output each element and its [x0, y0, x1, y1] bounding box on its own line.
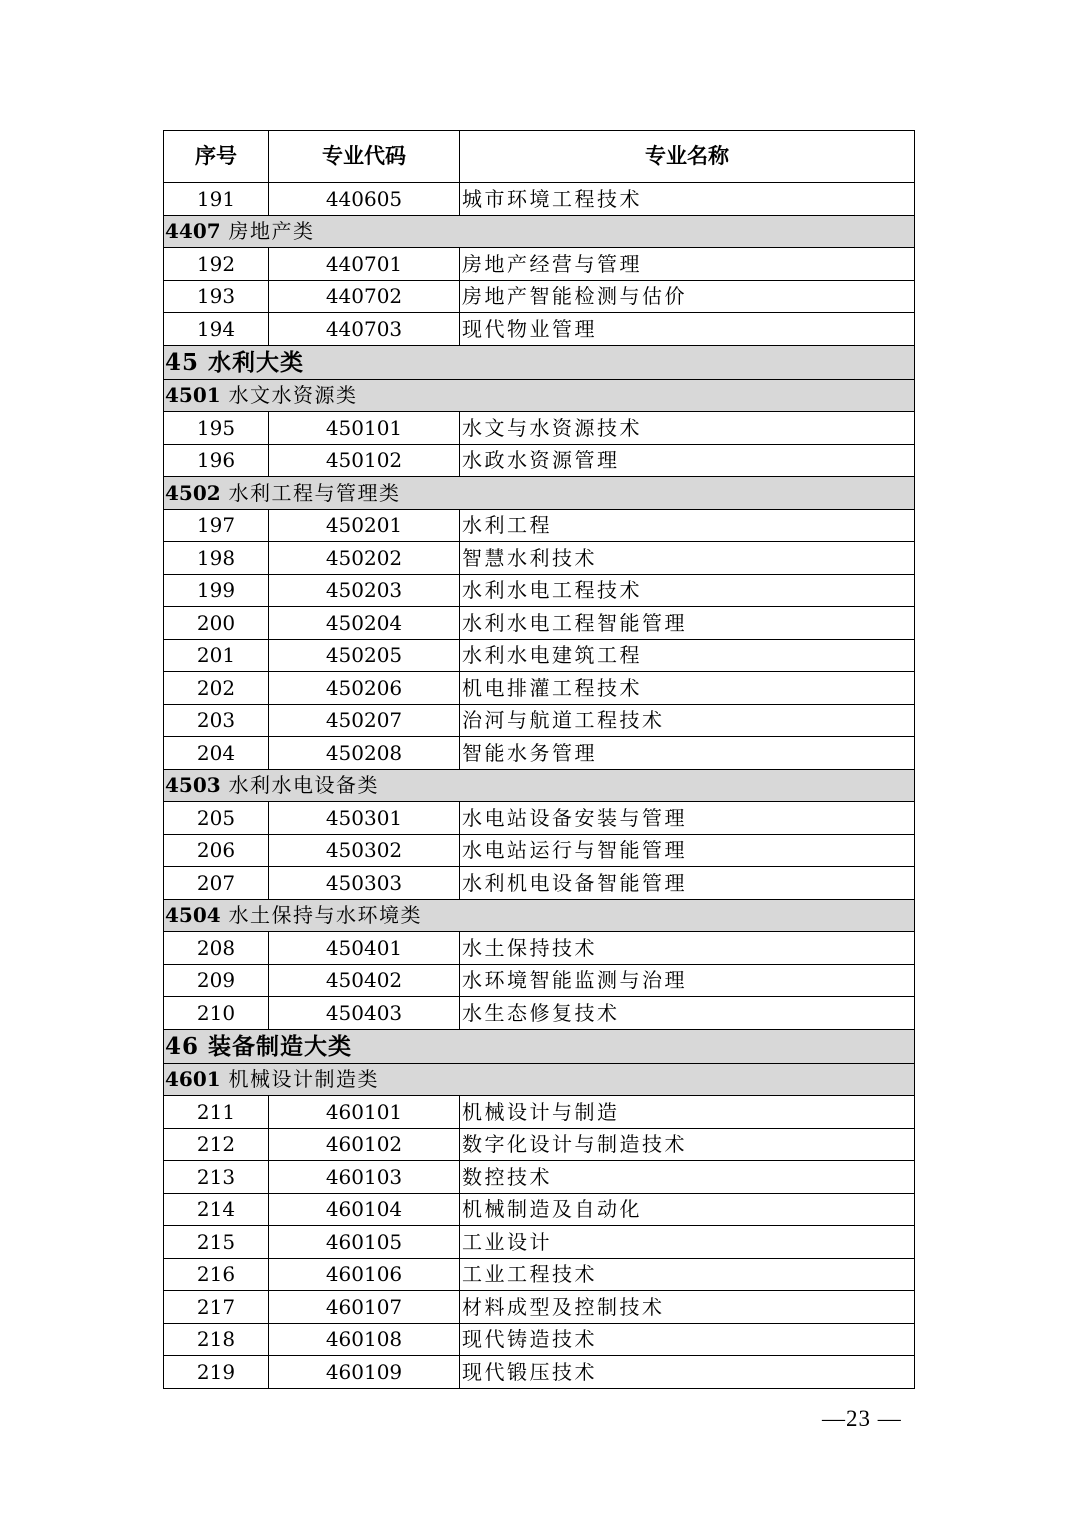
name-cell: 水环境智能监测与治理: [460, 964, 915, 997]
name-cell: 现代物业管理: [460, 313, 915, 346]
table-row: [164, 1193, 915, 1226]
seq-cell: 206: [164, 834, 269, 867]
name-cell: 水利水电工程智能管理: [460, 607, 915, 640]
code-cell: 450401: [269, 932, 460, 965]
code-cell: 450205: [269, 639, 460, 672]
category-code: 4502: [165, 480, 221, 505]
table-row: [164, 639, 915, 672]
name-cell: 材料成型及控制技术: [460, 1291, 915, 1324]
seq-cell: 198: [164, 542, 269, 575]
major-category-row: [164, 345, 915, 379]
table-row: [164, 542, 915, 575]
seq-cell: 192: [164, 248, 269, 281]
table-row: [164, 964, 915, 997]
name-cell: 水政水资源管理: [460, 444, 915, 477]
category-name: 水利水电设备类: [228, 773, 380, 798]
table-body: [164, 183, 915, 1389]
name-cell: 工业设计: [460, 1226, 915, 1259]
seq-cell: 194: [164, 313, 269, 346]
category-name: 房地产类: [228, 219, 315, 244]
table-row: [164, 1291, 915, 1324]
code-cell: 460105: [269, 1226, 460, 1259]
table-row: [164, 412, 915, 445]
code-cell: 450208: [269, 737, 460, 770]
seq-cell: 201: [164, 639, 269, 672]
name-cell: 水利工程: [460, 509, 915, 542]
category-row: [164, 899, 915, 932]
category-cell: [164, 769, 915, 802]
name-cell: 水电站设备安装与管理: [460, 802, 915, 835]
code-cell: 450203: [269, 574, 460, 607]
code-cell: 460109: [269, 1356, 460, 1389]
seq-cell: 218: [164, 1323, 269, 1356]
code-cell: 460103: [269, 1161, 460, 1194]
category-code: 4504: [165, 903, 221, 928]
seq-cell: 199: [164, 574, 269, 607]
name-cell: 现代铸造技术: [460, 1323, 915, 1356]
name-cell: 水生态修复技术: [460, 997, 915, 1030]
table-row: [164, 1356, 915, 1389]
name-cell: 治河与航道工程技术: [460, 704, 915, 737]
table-row: [164, 280, 915, 313]
code-cell: 450206: [269, 672, 460, 705]
category-cell: [164, 215, 915, 248]
seq-cell: 210: [164, 997, 269, 1030]
seq-cell: 212: [164, 1128, 269, 1161]
code-cell: 460104: [269, 1193, 460, 1226]
category-cell: [164, 1063, 915, 1096]
seq-cell: 219: [164, 1356, 269, 1389]
code-cell: 450303: [269, 867, 460, 900]
category-row: [164, 379, 915, 412]
name-cell: 水文与水资源技术: [460, 412, 915, 445]
table-row: [164, 1323, 915, 1356]
name-cell: 机械设计与制造: [460, 1096, 915, 1129]
name-cell: 数字化设计与制造技术: [460, 1128, 915, 1161]
code-cell: 460106: [269, 1258, 460, 1291]
table-row: [164, 1128, 915, 1161]
header-name: 专业名称: [460, 131, 915, 183]
seq-cell: 209: [164, 964, 269, 997]
code-cell: 450201: [269, 509, 460, 542]
name-cell: 水电站运行与智能管理: [460, 834, 915, 867]
page-number: —23 —: [822, 1406, 902, 1431]
seq-cell: 215: [164, 1226, 269, 1259]
category-code: 4503: [165, 773, 221, 798]
code-cell: 440703: [269, 313, 460, 346]
seq-cell: 205: [164, 802, 269, 835]
seq-cell: 200: [164, 607, 269, 640]
category-cell: [164, 899, 915, 932]
category-code: 4501: [165, 383, 221, 408]
category-code: 4601: [165, 1067, 221, 1092]
code-cell: 450101: [269, 412, 460, 445]
name-cell: 房地产经营与管理: [460, 248, 915, 281]
name-cell: 智能水务管理: [460, 737, 915, 770]
seq-cell: 213: [164, 1161, 269, 1194]
category-cell: [164, 379, 915, 412]
name-cell: 城市环境工程技术: [460, 183, 915, 216]
major-category-row: [164, 1029, 915, 1063]
code-cell: 450403: [269, 997, 460, 1030]
code-cell: 440701: [269, 248, 460, 281]
category-name: 水利工程与管理类: [228, 480, 401, 505]
name-cell: 水利水电工程技术: [460, 574, 915, 607]
header-code: 专业代码: [269, 131, 460, 183]
seq-cell: 193: [164, 280, 269, 313]
code-cell: 450102: [269, 444, 460, 477]
name-cell: 现代锻压技术: [460, 1356, 915, 1389]
code-cell: 450302: [269, 834, 460, 867]
table-row: [164, 574, 915, 607]
seq-cell: 203: [164, 704, 269, 737]
code-cell: 450402: [269, 964, 460, 997]
table-row: [164, 1226, 915, 1259]
name-cell: 机械制造及自动化: [460, 1193, 915, 1226]
code-cell: 460102: [269, 1128, 460, 1161]
table-row: [164, 737, 915, 770]
table-row: [164, 834, 915, 867]
table-row: [164, 802, 915, 835]
table-row: [164, 183, 915, 216]
code-cell: 450207: [269, 704, 460, 737]
seq-cell: 211: [164, 1096, 269, 1129]
code-cell: 460108: [269, 1323, 460, 1356]
header-row: [164, 131, 915, 183]
seq-cell: 216: [164, 1258, 269, 1291]
table-row: [164, 1258, 915, 1291]
name-cell: 水利水电建筑工程: [460, 639, 915, 672]
category-name: 机械设计制造类: [228, 1067, 380, 1092]
category-row: [164, 215, 915, 248]
major-catalog-table: [163, 130, 915, 1389]
table-header: [164, 131, 915, 183]
name-cell: 数控技术: [460, 1161, 915, 1194]
table-row: [164, 313, 915, 346]
table-row: [164, 444, 915, 477]
seq-cell: 202: [164, 672, 269, 705]
code-cell: 460101: [269, 1096, 460, 1129]
code-cell: 440605: [269, 183, 460, 216]
table-row: [164, 867, 915, 900]
table-row: [164, 1161, 915, 1194]
table-row: [164, 672, 915, 705]
name-cell: 房地产智能检测与估价: [460, 280, 915, 313]
seq-cell: 195: [164, 412, 269, 445]
table-row: [164, 997, 915, 1030]
major-category-cell: 46 装备制造大类: [164, 1029, 915, 1063]
code-cell: 450301: [269, 802, 460, 835]
seq-cell: 214: [164, 1193, 269, 1226]
major-category-cell: 45 水利大类: [164, 345, 915, 379]
code-cell: 460107: [269, 1291, 460, 1324]
seq-cell: 207: [164, 867, 269, 900]
seq-cell: 191: [164, 183, 269, 216]
header-seq: 序号: [164, 131, 269, 183]
table-row: [164, 704, 915, 737]
category-name: 水土保持与水环境类: [228, 903, 423, 928]
table-row: [164, 509, 915, 542]
table-row: [164, 607, 915, 640]
category-name: 水文水资源类: [228, 383, 358, 408]
seq-cell: 204: [164, 737, 269, 770]
category-row: [164, 1063, 915, 1096]
category-cell: [164, 477, 915, 510]
seq-cell: 217: [164, 1291, 269, 1324]
table-row: [164, 248, 915, 281]
name-cell: 智慧水利技术: [460, 542, 915, 575]
code-cell: 450202: [269, 542, 460, 575]
code-cell: 450204: [269, 607, 460, 640]
name-cell: 水土保持技术: [460, 932, 915, 965]
name-cell: 水利机电设备智能管理: [460, 867, 915, 900]
category-row: [164, 769, 915, 802]
category-code: 4407: [165, 219, 221, 244]
seq-cell: 208: [164, 932, 269, 965]
table-row: [164, 932, 915, 965]
name-cell: 工业工程技术: [460, 1258, 915, 1291]
seq-cell: 197: [164, 509, 269, 542]
table-row: [164, 1096, 915, 1129]
name-cell: 机电排灌工程技术: [460, 672, 915, 705]
code-cell: 440702: [269, 280, 460, 313]
category-row: [164, 477, 915, 510]
seq-cell: 196: [164, 444, 269, 477]
